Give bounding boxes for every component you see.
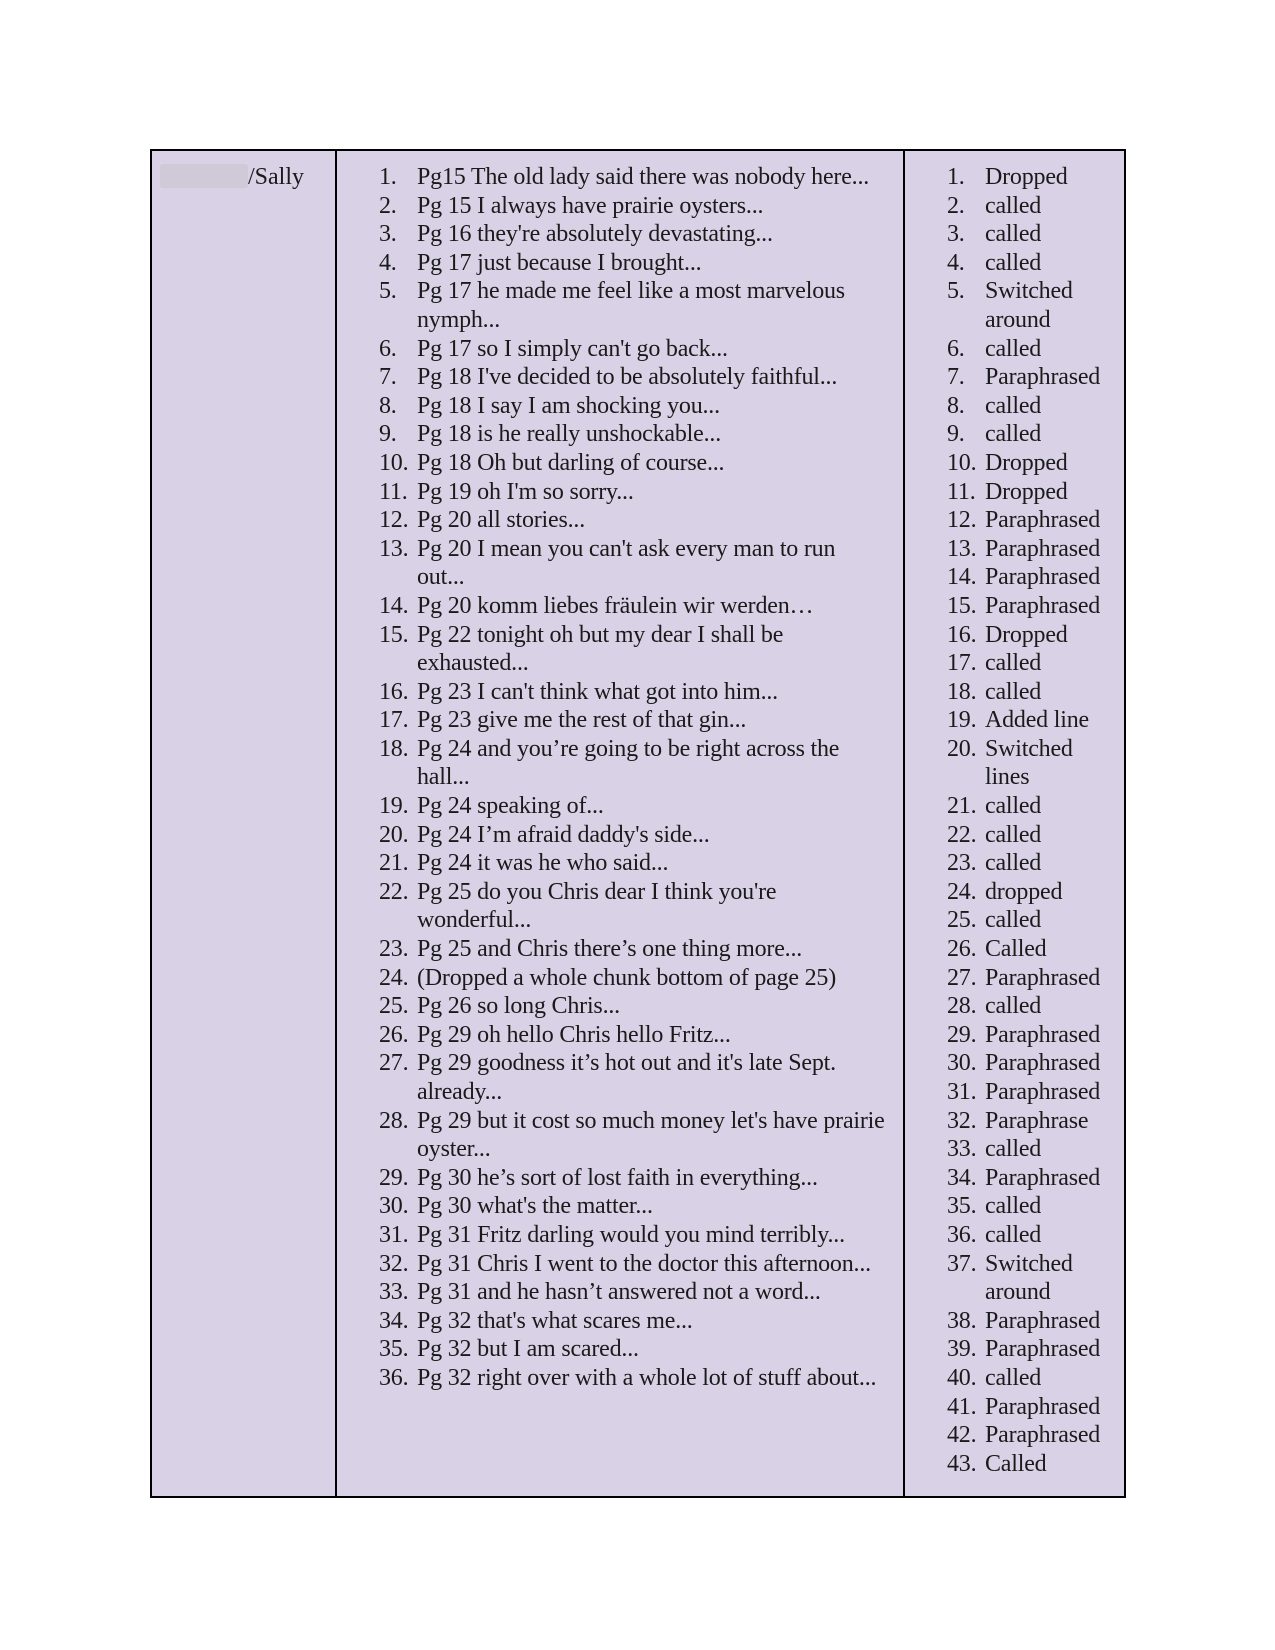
- line-item-text: Pg15 The old lady said there was nobody here...: [417, 164, 870, 190]
- note-item-number: 3.: [947, 221, 965, 248]
- note-item-number: 38.: [947, 1307, 977, 1334]
- line-item: [379, 964, 885, 993]
- note-item-text: Dropped: [985, 621, 1068, 648]
- line-item: [379, 249, 885, 278]
- line-item: [379, 935, 885, 964]
- line-item-text: Pg 32 that's what scares me...: [417, 1307, 693, 1334]
- note-item-text: called: [985, 1193, 1042, 1220]
- line-item: [379, 277, 885, 334]
- line-item: [379, 335, 885, 364]
- note-item-number: 20.: [947, 735, 977, 762]
- note-item-text: called: [985, 1364, 1042, 1391]
- note-item-text: called: [985, 1221, 1042, 1248]
- note-item-text: Paraphrased: [985, 1021, 1101, 1048]
- line-item-text: Pg 18 I've decided to be absolutely faithful...: [417, 364, 838, 391]
- line-item-number: 30.: [379, 1193, 409, 1220]
- line-item-text: Pg 17 he made me feel like a most marvelous nymph...: [417, 278, 845, 333]
- lines-list: [379, 163, 885, 1393]
- line-item-text: Pg 29 goodness it’s hot out and it's late Sept. already...: [417, 1050, 836, 1105]
- note-item-number: 2.: [947, 192, 965, 219]
- note-item-number: 36.: [947, 1221, 977, 1248]
- line-item-number: 29.: [379, 1164, 409, 1191]
- note-item: [947, 1049, 1118, 1078]
- line-item: [379, 1164, 885, 1193]
- line-item-number: 12.: [379, 507, 409, 534]
- line-item: [379, 678, 885, 707]
- line-item-text: Pg 26 so long Chris...: [417, 993, 620, 1020]
- note-item-text: Paraphrased: [985, 1307, 1101, 1334]
- line-item-text: Pg 31 and he hasn’t answered not a word...: [417, 1279, 821, 1306]
- note-item: [947, 363, 1118, 392]
- line-item: [379, 821, 885, 850]
- line-item: [379, 621, 885, 678]
- note-item-text: called: [985, 650, 1042, 677]
- note-item-text: called: [985, 335, 1042, 362]
- line-item-number: 3.: [379, 221, 397, 248]
- note-item-number: 16.: [947, 621, 977, 648]
- note-item: [947, 792, 1118, 821]
- note-item: [947, 592, 1118, 621]
- line-item: [379, 220, 885, 249]
- line-item-text: Pg 18 I say I am shocking you...: [417, 392, 720, 419]
- note-item-number: 5.: [947, 278, 965, 305]
- note-item-number: 6.: [947, 335, 965, 362]
- line-item-text: Pg 20 all stories...: [417, 507, 585, 534]
- redacted-name: [160, 164, 248, 188]
- line-item-number: 16.: [379, 678, 409, 705]
- note-item-number: 35.: [947, 1193, 977, 1220]
- line-item-number: 19.: [379, 793, 409, 820]
- line-item: [379, 792, 885, 821]
- note-item-number: 39.: [947, 1336, 977, 1363]
- line-item-text: Pg 17 just because I brought...: [417, 249, 702, 276]
- note-item-text: called: [985, 249, 1042, 276]
- note-item: [947, 821, 1118, 850]
- note-item-number: 27.: [947, 964, 977, 991]
- note-item: [947, 964, 1118, 993]
- role-name: /Sally: [248, 164, 305, 190]
- note-item: [947, 335, 1118, 364]
- note-item-text: Called: [985, 1450, 1047, 1477]
- note-item: [947, 1364, 1118, 1393]
- line-item-text: Pg 24 it was he who said...: [417, 850, 669, 877]
- notes-table: [150, 149, 1126, 1498]
- line-item-text: Pg 30 he’s sort of lost faith in everything...: [417, 1164, 818, 1191]
- note-item: [947, 1307, 1118, 1336]
- note-item: [947, 621, 1118, 650]
- note-item: [947, 906, 1118, 935]
- line-item: [379, 878, 885, 935]
- note-item-number: 28.: [947, 993, 977, 1020]
- line-item-number: 34.: [379, 1307, 409, 1334]
- line-item-number: 22.: [379, 878, 409, 905]
- line-item-number: 1.: [379, 164, 397, 190]
- note-item-text: called: [985, 221, 1042, 248]
- note-item-text: Switched around: [985, 1250, 1073, 1306]
- note-item-text: called: [985, 793, 1042, 820]
- note-item: [947, 1135, 1118, 1164]
- note-item-number: 42.: [947, 1422, 977, 1449]
- note-item: [947, 449, 1118, 478]
- note-item-number: 40.: [947, 1364, 977, 1391]
- note-item-text: Paraphrased: [985, 1336, 1101, 1363]
- note-item-number: 24.: [947, 878, 977, 905]
- line-item-number: 10.: [379, 449, 409, 476]
- note-item: [947, 220, 1118, 249]
- note-item: [947, 392, 1118, 421]
- line-item-number: 35.: [379, 1336, 409, 1363]
- note-item: [947, 163, 1118, 192]
- notes-column: [905, 151, 1124, 1496]
- line-item-text: Pg 19 oh I'm so sorry...: [417, 478, 634, 505]
- note-item: [947, 849, 1118, 878]
- note-item: [947, 649, 1118, 678]
- line-item-number: 25.: [379, 993, 409, 1020]
- line-item-text: Pg 31 Chris I went to the doctor this afternoon...: [417, 1250, 871, 1277]
- note-item-number: 11.: [947, 478, 976, 505]
- note-item-text: Paraphrased: [985, 507, 1101, 534]
- line-item: [379, 1307, 885, 1336]
- note-item-text: Dropped: [985, 478, 1068, 505]
- line-item: [379, 1021, 885, 1050]
- note-item-number: 17.: [947, 650, 977, 677]
- note-item-text: called: [985, 907, 1042, 934]
- line-item-text: Pg 25 do you Chris dear I think you're wonderful...: [417, 878, 777, 934]
- line-item-number: 36.: [379, 1364, 409, 1391]
- line-item-text: Pg 18 is he really unshockable...: [417, 421, 722, 448]
- note-item-text: called: [985, 392, 1042, 419]
- line-item: [379, 1250, 885, 1279]
- line-item: [379, 1221, 885, 1250]
- line-item-text: Pg 30 what's the matter...: [417, 1193, 653, 1220]
- line-item: [379, 1192, 885, 1221]
- line-item-number: 17.: [379, 707, 409, 734]
- note-item: [947, 420, 1118, 449]
- note-item-number: 12.: [947, 507, 977, 534]
- line-item-number: 14.: [379, 592, 409, 619]
- note-item-number: 10.: [947, 449, 977, 476]
- line-item-text: Pg 24 speaking of...: [417, 793, 604, 820]
- line-item: [379, 449, 885, 478]
- line-item: [379, 592, 885, 621]
- note-item-text: Paraphrased: [985, 535, 1101, 562]
- note-item-text: Paraphrase: [985, 1107, 1089, 1134]
- line-item-text: Pg 24 I’m afraid daddy's side...: [417, 821, 710, 848]
- line-item-number: 5.: [379, 278, 397, 305]
- role-column: [152, 151, 337, 1496]
- note-item-number: 41.: [947, 1393, 977, 1420]
- note-item: [947, 678, 1118, 707]
- note-item: [947, 1421, 1118, 1450]
- note-item-number: 34.: [947, 1164, 977, 1191]
- line-item-text: Pg 20 komm liebes fräulein wir werden…: [417, 592, 814, 619]
- line-item-number: 9.: [379, 421, 397, 448]
- line-item: [379, 1107, 885, 1164]
- line-item-text: Pg 20 I mean you can't ask every man to run out...: [417, 535, 836, 591]
- line-item: [379, 506, 885, 535]
- note-item-number: 21.: [947, 793, 977, 820]
- note-item: [947, 1192, 1118, 1221]
- note-item: [947, 249, 1118, 278]
- line-item: [379, 420, 885, 449]
- note-item-text: Dropped: [985, 164, 1068, 190]
- line-item: [379, 1335, 885, 1364]
- note-item-text: called: [985, 993, 1042, 1020]
- line-item-number: 8.: [379, 392, 397, 419]
- line-item-text: Pg 24 and you’re going to be right across the hall...: [417, 735, 840, 791]
- note-item-number: 1.: [947, 164, 965, 190]
- line-item: [379, 535, 885, 592]
- note-item-text: called: [985, 1136, 1042, 1163]
- note-item: [947, 1107, 1118, 1136]
- note-item: [947, 1021, 1118, 1050]
- note-item-text: Paraphrased: [985, 1079, 1101, 1105]
- note-item: [947, 1450, 1118, 1479]
- line-item-number: 6.: [379, 335, 397, 362]
- note-item-text: Paraphrased: [985, 1422, 1101, 1449]
- note-item-text: Paraphrased: [985, 1393, 1101, 1420]
- note-item-number: 43.: [947, 1450, 977, 1477]
- line-item-text: Pg 18 Oh but darling of course...: [417, 449, 725, 476]
- note-item-number: 31.: [947, 1079, 977, 1105]
- note-item: [947, 1078, 1118, 1107]
- note-item-text: dropped: [985, 878, 1063, 905]
- note-item: [947, 735, 1118, 792]
- line-item: [379, 392, 885, 421]
- note-item-text: Paraphrased: [985, 964, 1101, 991]
- note-item: [947, 506, 1118, 535]
- line-item-text: Pg 32 right over with a whole lot of stuff about...: [417, 1364, 877, 1391]
- line-item: [379, 1049, 885, 1106]
- line-item-text: (Dropped a whole chunk bottom of page 25): [417, 964, 837, 991]
- note-item-number: 29.: [947, 1021, 977, 1048]
- note-item: [947, 935, 1118, 964]
- line-item-number: 31.: [379, 1221, 409, 1248]
- line-item-number: 33.: [379, 1279, 409, 1306]
- note-item-number: 32.: [947, 1107, 977, 1134]
- note-item-text: Paraphrased: [985, 592, 1101, 619]
- note-item-number: 18.: [947, 678, 977, 705]
- line-item-text: Pg 29 oh hello Chris hello Fritz...: [417, 1021, 731, 1048]
- note-item: [947, 1335, 1118, 1364]
- line-item-text: Pg 17 so I simply can't go back...: [417, 335, 728, 362]
- line-item-number: 26.: [379, 1021, 409, 1048]
- note-item: [947, 535, 1118, 564]
- note-item-number: 15.: [947, 592, 977, 619]
- line-item-text: Pg 22 tonight oh but my dear I shall be exhausted...: [417, 621, 784, 677]
- line-item-number: 23.: [379, 936, 409, 963]
- line-item-text: Pg 16 they're absolutely devastating...: [417, 221, 773, 248]
- line-item: [379, 478, 885, 507]
- line-item: [379, 735, 885, 792]
- line-item-number: 24.: [379, 964, 409, 991]
- note-item-number: 9.: [947, 421, 965, 448]
- line-item: [379, 992, 885, 1021]
- notes-list: [947, 163, 1118, 1478]
- note-item-number: 26.: [947, 936, 977, 963]
- line-item-number: 28.: [379, 1107, 409, 1134]
- note-item-text: Called: [985, 936, 1047, 963]
- note-item-text: Added line: [985, 707, 1089, 734]
- line-item: [379, 192, 885, 221]
- line-item-text: Pg 29 but it cost so much money let's have prairie oyster...: [417, 1107, 885, 1163]
- note-item: [947, 192, 1118, 221]
- note-item: [947, 878, 1118, 907]
- line-item-number: 15.: [379, 621, 409, 648]
- note-item: [947, 1393, 1118, 1422]
- note-item-number: 7.: [947, 364, 965, 391]
- line-item-text: Pg 32 but I am scared...: [417, 1336, 639, 1363]
- note-item-number: 23.: [947, 850, 977, 877]
- note-item: [947, 563, 1118, 592]
- line-item: [379, 363, 885, 392]
- note-item-text: called: [985, 192, 1042, 219]
- note-item-text: Switched lines: [985, 735, 1073, 791]
- line-item: [379, 849, 885, 878]
- role-cell: [160, 163, 304, 191]
- line-item: [379, 163, 885, 192]
- line-item: [379, 1278, 885, 1307]
- note-item: [947, 1164, 1118, 1193]
- note-item: [947, 992, 1118, 1021]
- note-item-number: 13.: [947, 535, 977, 562]
- note-item-number: 25.: [947, 907, 977, 934]
- note-item-text: called: [985, 821, 1042, 848]
- note-item-number: 30.: [947, 1050, 977, 1077]
- note-item-text: called: [985, 850, 1042, 877]
- note-item-text: Switched around: [985, 278, 1073, 333]
- note-item-text: Paraphrased: [985, 364, 1101, 391]
- note-item: [947, 706, 1118, 735]
- note-item-number: 14.: [947, 564, 977, 591]
- note-item-number: 19.: [947, 707, 977, 734]
- note-item-text: Paraphrased: [985, 1164, 1101, 1191]
- line-item-number: 11.: [379, 478, 408, 505]
- note-item-number: 33.: [947, 1136, 977, 1163]
- note-item: [947, 1221, 1118, 1250]
- line-item-number: 18.: [379, 735, 409, 762]
- line-item-text: Pg 25 and Chris there’s one thing more...: [417, 936, 803, 963]
- line-item: [379, 1364, 885, 1393]
- line-item-number: 27.: [379, 1050, 409, 1077]
- note-item: [947, 277, 1118, 334]
- line-item-text: Pg 15 I always have prairie oysters...: [417, 192, 764, 219]
- note-item: [947, 1250, 1118, 1307]
- note-item-text: called: [985, 678, 1042, 705]
- note-item-text: Paraphrased: [985, 564, 1101, 591]
- note-item-number: 37.: [947, 1250, 977, 1277]
- note-item-number: 4.: [947, 249, 965, 276]
- line-item-number: 7.: [379, 364, 397, 391]
- line-item-text: Pg 31 Fritz darling would you mind terribly...: [417, 1221, 845, 1248]
- line-item-number: 13.: [379, 535, 409, 562]
- note-item-text: called: [985, 421, 1042, 448]
- note-item: [947, 478, 1118, 507]
- note-item-text: Dropped: [985, 449, 1068, 476]
- line-item-text: Pg 23 give me the rest of that gin...: [417, 707, 747, 734]
- lines-column: [337, 151, 905, 1496]
- line-item: [379, 706, 885, 735]
- line-item-text: Pg 23 I can't think what got into him...: [417, 678, 778, 705]
- line-item-number: 4.: [379, 249, 397, 276]
- note-item-text: Paraphrased: [985, 1050, 1101, 1077]
- line-item-number: 32.: [379, 1250, 409, 1277]
- line-item-number: 21.: [379, 850, 409, 877]
- line-item-number: 2.: [379, 192, 397, 219]
- note-item-number: 22.: [947, 821, 977, 848]
- line-item-number: 20.: [379, 821, 409, 848]
- note-item-number: 8.: [947, 392, 965, 419]
